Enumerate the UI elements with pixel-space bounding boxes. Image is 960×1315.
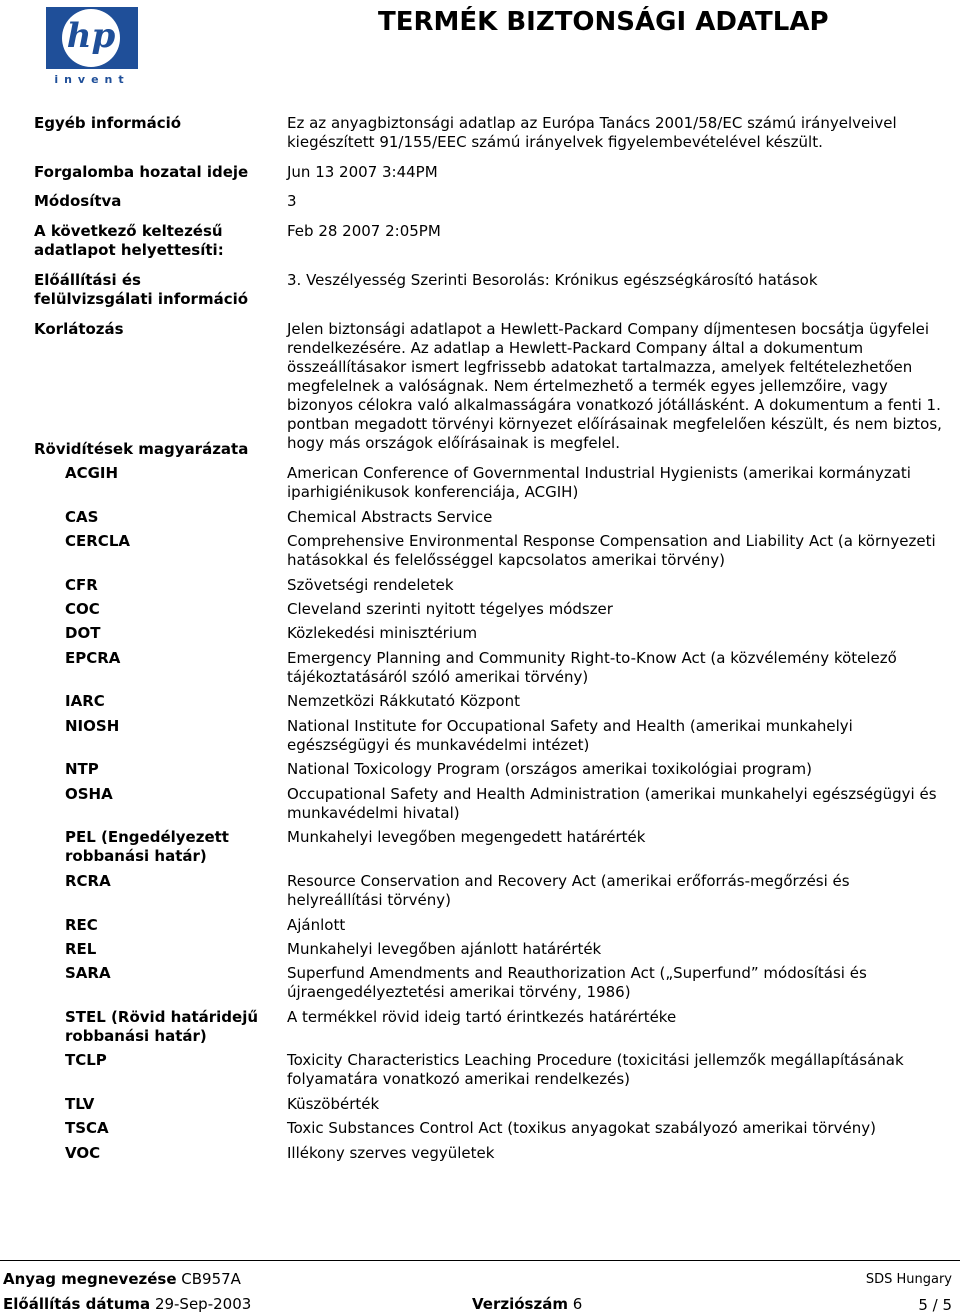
abbrev-meaning: Superfund Amendments and Reauthorization Act („Superfund” módosítási és újraengedélyeztetési amerikai törvény, 1986)	[287, 964, 867, 1001]
abbrev-term: PEL (Engedélyezett robbanási határ)	[65, 828, 229, 865]
abbrev-term: IARC	[65, 692, 105, 710]
footer-product	[3, 1270, 241, 1289]
hp-invent-logo	[46, 7, 138, 87]
abbrev-meaning: Nemzetközi Rákkutató Központ	[287, 692, 521, 710]
limitation-label: Korlátozás	[34, 320, 124, 338]
version-label: Verziószám	[472, 1295, 568, 1313]
supersedes-value: Feb 28 2007 2:05PM	[287, 222, 441, 240]
abbrev-term: NTP	[65, 760, 99, 778]
abbrev-term: VOC	[65, 1144, 101, 1162]
abbrev-meaning: Cleveland szerinti nyitott tégelyes módszer	[287, 600, 613, 618]
abbrev-term: EPCRA	[65, 649, 121, 667]
product-label: Anyag megnevezése	[3, 1270, 177, 1288]
abbrev-term: STEL (Rövid határidejű robbanási határ)	[65, 1008, 259, 1045]
abbrev-meaning: Emergency Planning and Community Right-to-Know Act (a közvélemény kötelező tájékoztatásáról szóló amerikai törvény)	[287, 649, 897, 686]
abbrev-term: SARA	[65, 964, 111, 982]
footer-version	[472, 1295, 582, 1314]
logo-tagline: invent	[54, 73, 130, 86]
abbrev-term: COC	[65, 600, 100, 618]
footer-date	[3, 1295, 251, 1314]
abbrev-meaning: American Conference of Governmental Industrial Hygienists (amerikai kormányzati iparhigiénikusok konferenciája, ACGIH)	[287, 464, 911, 501]
abbrev-term: TLV	[65, 1095, 95, 1113]
abbrev-meaning: A termékkel rövid ideig tartó érintkezés határértéke	[287, 1008, 677, 1026]
abbrev-term: REL	[65, 940, 97, 958]
abbrev-term: DOT	[65, 624, 101, 642]
abbrev-meaning: Munkahelyi levegőben megengedett határérték	[287, 828, 646, 846]
version-value: 6	[572, 1295, 583, 1313]
abbrev-term: ACGIH	[65, 464, 119, 482]
abbrev-meaning: Comprehensive Environmental Response Compensation and Liability Act (a környezeti hatásokkal és felelősséggel kapcsolatos amerikai törvény)	[287, 532, 936, 569]
abbrev-meaning: Szövetségi rendeletek	[287, 576, 454, 594]
release-date-label: Forgalomba hozatal ideje	[34, 163, 249, 181]
abbrev-meaning: Toxic Substances Control Act (toxikus anyagokat szabályozó amerikai törvény)	[287, 1119, 876, 1137]
date-label: Előállítás dátuma	[3, 1295, 151, 1313]
abbrev-meaning: Illékony szerves vegyületek	[287, 1144, 495, 1162]
other-info-label: Egyéb információ	[34, 114, 182, 132]
abbrev-meaning: Occupational Safety and Health Administration (amerikai munkahelyi egészségügyi és munkavédelmi hivatal)	[287, 785, 937, 822]
footer-divider	[0, 1260, 960, 1261]
abbreviations-heading: Rövidítések magyarázata	[34, 440, 249, 458]
modified-label: Módosítva	[34, 192, 122, 210]
abbrev-meaning: National Toxicology Program (országos amerikai toxikológiai program)	[287, 760, 812, 778]
abbrev-term: NIOSH	[65, 717, 120, 735]
abbrev-term: CAS	[65, 508, 99, 526]
modified-value: 3	[287, 192, 297, 210]
date-value: 29-Sep-2003	[154, 1295, 252, 1313]
page-number: 5 / 5	[918, 1296, 952, 1314]
abbrev-term: OSHA	[65, 785, 113, 803]
abbrev-meaning: National Institute for Occupational Safety and Health (amerikai munkahelyi egészségügyi és munkavédelmi intézet)	[287, 717, 853, 754]
abbrev-term: CERCLA	[65, 532, 130, 550]
manufacturing-info-label: Előállítási és felülvizsgálati információ	[34, 271, 249, 308]
abbrev-meaning: Munkahelyi levegőben ajánlott határérték	[287, 940, 602, 958]
manufacturing-info-value: 3. Veszélyesség Szerinti Besorolás: Krónikus egészségkárosító hatások	[287, 271, 818, 289]
sds-region: SDS Hungary	[865, 1272, 952, 1287]
abbrev-meaning: Chemical Abstracts Service	[287, 508, 493, 526]
release-date-value: Jun 13 2007 3:44PM	[287, 163, 438, 181]
abbrev-term: TCLP	[65, 1051, 107, 1069]
document-title: TERMÉK BIZTONSÁGI ADATLAP	[378, 7, 829, 37]
limitation-text: Jelen biztonsági adatlapot a Hewlett-Packard Company díjmentesen bocsátja ügyfelei rendelkezésére. Az adatlap a Hewlett-Packard Company által a dokumentum összeállításakor ismert legfrissebb adatokat tartalmazza, amelyek feltételezhetően megfelelnek a valóságnak. Nem értelmezhető a termék egyes jellemzőire, vagy bizonyos célokra való alkalmasságára vonatkozó jótállásként. A dokumentum a fenti 1. pontban megadott törvényi környezet előírásainak megfelelően készült, és nem biztos, hogy más országok előírásainak is megfelel.	[287, 320, 942, 452]
abbrev-meaning: Resource Conservation and Recovery Act (amerikai erőforrás-megőrzési és helyreállítási törvény)	[287, 872, 850, 909]
product-value: CB957A	[181, 1270, 241, 1288]
logo-hp-letters: hp	[66, 16, 116, 56]
other-info-text: Ez az anyagbiztonsági adatlap az Európa Tanács 2001/58/EC számú irányelveivel kiegészített 91/155/EEC számú irányelvek figyelembevételével készült.	[287, 114, 897, 151]
abbrev-meaning: Ajánlott	[287, 916, 346, 934]
abbrev-term: REC	[65, 916, 98, 934]
abbrev-meaning: Közlekedési minisztérium	[287, 624, 478, 642]
abbrev-term: TSCA	[65, 1119, 109, 1137]
abbrev-meaning: Toxicity Characteristics Leaching Procedure (toxicitási jellemzők megállapításának folyamatára vonatkozó amerikai rendelkezés)	[287, 1051, 904, 1088]
supersedes-label: A következő keltezésű adatlapot helyettesíti:	[34, 222, 224, 259]
abbrev-term: CFR	[65, 576, 98, 594]
abbrev-term: RCRA	[65, 872, 111, 890]
abbrev-meaning: Küszöbérték	[287, 1095, 380, 1113]
